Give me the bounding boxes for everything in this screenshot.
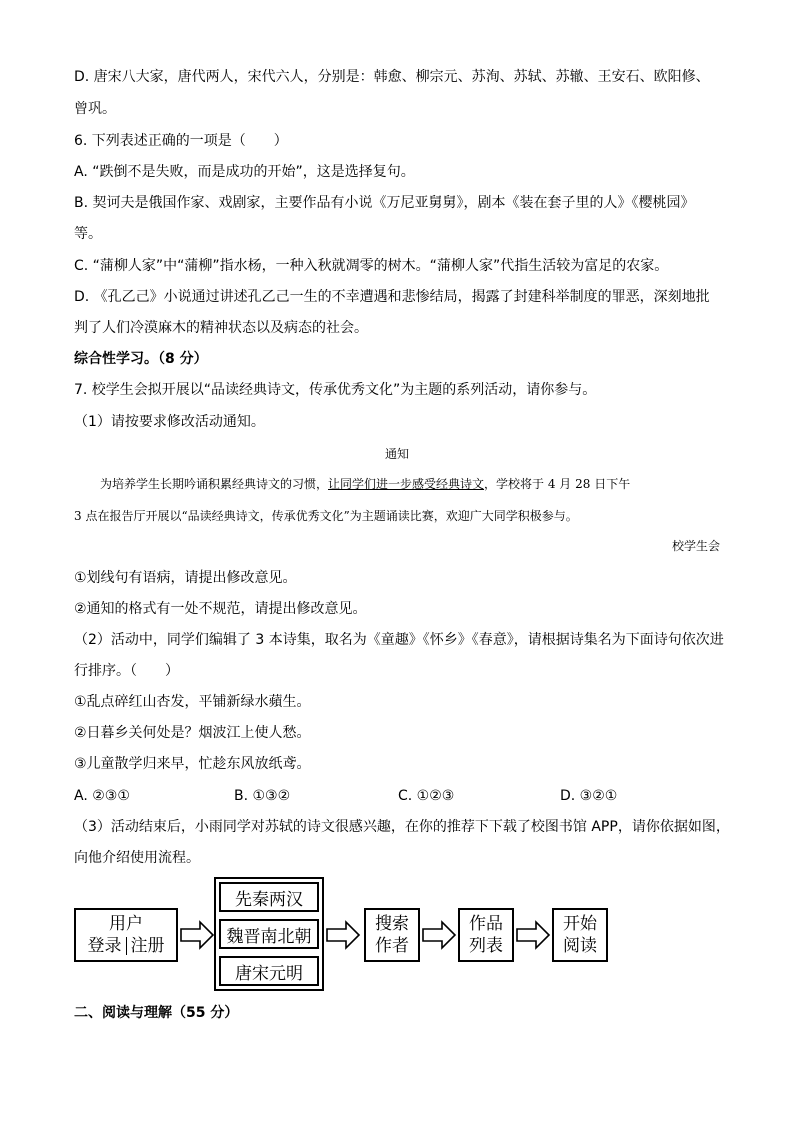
flow-user-label: 用户 [109,914,143,934]
q5-option-d-line2: 曾巩。 [74,101,116,117]
flow-era-2: 魏晋南北朝 [219,919,319,949]
arrow-right-icon [180,921,214,949]
choice-b: B. ①③② [234,788,291,804]
flow-search-line2: 作者 [375,936,409,956]
q6-option-c: C. “蒲柳人家”中“蒲柳”指水杨，一种入秋就凋零的树木。“蒲柳人家”代指生活较为富足的农家。 [74,258,669,274]
q7-part3-line1: （3）活动结束后，小雨同学对苏轼的诗文很感兴趣，在你的推荐下下载了校图书馆 APP，请你依据如图， [74,819,730,835]
section-integrated-heading: 综合性学习。（8 分） [74,351,208,367]
poem-line-2: ②日暮乡关何处是？烟波江上使人愁。 [74,725,311,741]
notice-title: 通知 [384,447,409,461]
q6-option-b-line1: B. 契诃夫是俄国作家、戏剧家，主要作品有小说《万尼亚舅舅》，剧本《装在套子里的人》《樱桃园》 [74,195,695,211]
flow-search-box [364,908,420,962]
notice-body-text: 为培养学生长期吟诵积累经典诗文的习惯， [100,477,329,491]
arrow-right-icon [326,921,360,949]
q7-stem: 7. 校学生会拟开展以“品读经典诗文，传承优秀文化”为主题的系列活动，请你参与。 [74,382,597,398]
notice-underlined-sentence: 让同学们进一步感受经典诗文 [328,477,485,491]
q5-option-d-line1: D. 唐宋八大家，唐代两人，宋代六人，分别是：韩愈、柳宗元、苏洵、苏轼、苏辙、王安石、欧阳修、 [74,69,710,85]
flow-works-line2: 列表 [469,936,503,956]
q7-part1-question1: ①划线句有语病，请提出修改意见。 [74,570,297,586]
flow-era-1: 先秦两汉 [219,882,319,912]
notice-body-line2: 3 点在报告厅开展以“品读经典诗文，传承优秀文化”为主题诵读比赛，欢迎广大同学积极参与。 [74,509,578,523]
q7-part1-prompt: （1）请按要求修改活动通知。 [74,414,265,430]
flow-register-label: 注册 [130,936,165,956]
q6-option-a: A. “跌倒不是失败，而是成功的开始”，这是选择复句。 [74,164,415,180]
q7-part3-line2: 向他介绍使用流程。 [74,850,200,866]
flow-era-3: 唐宋元明 [219,956,319,986]
flow-read-box [552,908,608,962]
flow-works-box [458,908,514,962]
notice-body-line1 [100,474,630,494]
flow-user-box [74,908,178,962]
q6-option-b-line2: 等。 [74,226,102,242]
flow-login-label: 登录 [87,936,122,956]
poem-line-3: ③儿童散学归来早，忙趁东风放纸鸢。 [74,756,311,772]
section-two-heading: 二、阅读与理解（55 分） [74,1005,239,1021]
arrow-right-icon [516,921,550,949]
q6-option-d-line2: 判了人们冷漠麻木的精神状态以及病态的社会。 [74,320,368,336]
choice-d: D. ③②① [560,788,618,804]
flow-works-line1: 作品 [469,914,503,934]
q6-stem: 6. 下列表述正确的一项是（ ） [74,133,288,149]
notice-signature: 校学生会 [671,539,720,553]
flow-search-line1: 搜索 [375,914,409,934]
choice-a: A. ②③① [74,788,130,804]
arrow-right-icon [422,921,456,949]
flow-divider [126,937,127,955]
poem-line-1: ①乱点碎红山杏发，平铺新绿水蘋生。 [74,694,311,710]
q7-part1-question2: ②通知的格式有一处不规范，请提出修改意见。 [74,601,367,617]
q7-part2-line1: （2）活动中，同学们编辑了 3 本诗集，取名为《童趣》《怀乡》《春意》，请根据诗集名为下面诗句依次进 [74,632,724,648]
notice-body-text: ，学校将于 4 月 28 日下午 [484,477,631,491]
flow-login-register [88,935,165,957]
flow-read-line2: 阅读 [563,936,597,956]
q6-option-d-line1: D. 《孔乙己》小说通过讲述孔乙己一生的不幸遭遇和悲惨结局，揭露了封建科举制度的罪恶，深刻地批 [74,289,710,305]
choice-c: C. ①②③ [398,788,455,804]
flow-read-line1: 开始 [563,914,597,934]
q7-part2-line2: 行排序。（ ） [74,663,179,679]
